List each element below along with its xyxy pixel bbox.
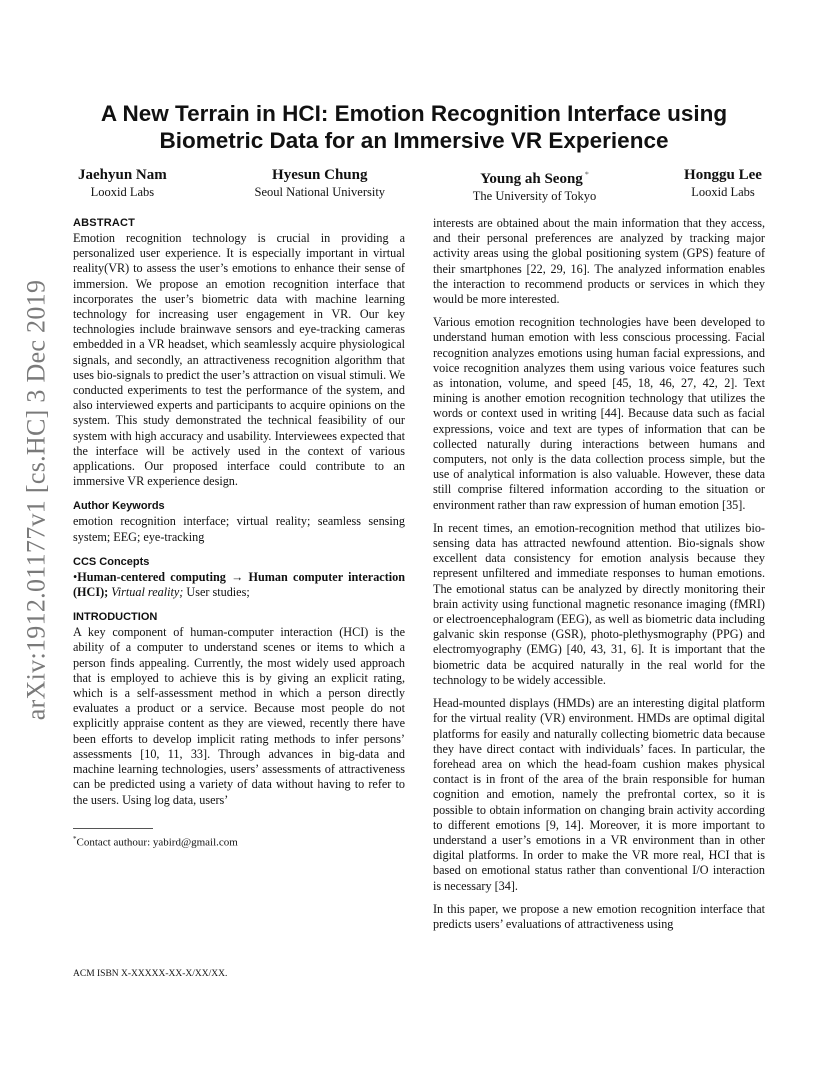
body-paragraph: In this paper, we propose a new emotion recognition interface that predicts users’ evaluations of attractiveness using [433,901,765,931]
left-column [73,216,405,816]
author-affiliation: Looxid Labs [691,185,755,199]
ccs-concept-secondary: Human computer interaction (HCI); [73,569,406,600]
author-affiliation: Seoul National University [254,185,386,199]
body-paragraph: Various emotion recognition technologies have been developed to understand human emotion with less conscious processing. Facial recognition analyzes emotions using human facial expressions, and voice recognition analyzes them using various voice features such as intonation, volume, and speed [45, 18, 46, 27, 42, 2]. Text mining is another emotion recognition technology that utilizes the words or context used in writing [44]. Because data such as facial expressions, voice and text are types of information that can be collected naturally during interactions between humans and computers, not only is the data collection process simple, but the use of analytical information is also valuable. However, these data still comprise filtered information according to the situation or environment rather than raw expression of human emotion [35]. [433,315,765,512]
corresponding-author-mark: * [584,170,589,179]
author-affiliation: The University of Tokyo [472,189,597,203]
introduction-text: A key component of human-computer interaction (HCI) is the ability of a computer to understand scenes or items to which a person finds appealing. Currently, the most widely used approach that is employed to achieve this is by giving an explicit rating, which is a self-assessment method in which a person directly evaluates a product or a service. Because most people do not explicitly appraise content as they are viewed, recently there have been efforts to develop implicit rating methods to infer persons’ assessments [10, 11, 33]. Through advances in big-data and machine learning technologies, users’ assessments of attractiveness can be predicted using a variety of data without having to refer to the users. Using log data, users’ [73,625,405,807]
abstract-heading: ABSTRACT [73,217,136,229]
arxiv-identifier-text: arXiv:1912.01177v1 [cs.HC] 3 Dec 2019 [21,279,51,721]
introduction-heading: INTRODUCTION [73,611,158,624]
author-name [480,166,589,188]
ccs-heading: CCS Concepts [73,555,150,568]
author-name: Jaehyun Nam [78,167,167,183]
ccs-bullet: • [73,569,78,584]
author-list [78,166,762,204]
author-name: Honggu Lee [684,167,762,183]
footnote-mark: * [73,835,77,843]
author-name-text: Young ah Seong [480,171,583,187]
author-affiliation: Looxid Labs [90,185,155,199]
body-paragraph: Head-mounted displays (HMDs) are an interesting digital platform for the virtual reality (VR) environment. HMDs are optimal digital platforms for easily and naturally collecting biometric data because they have direct contact with individuals’ faces. In particular, the forehead area on which the head-foam cushion makes physical contact is in front of the area of the brain responsible for human cognition and emotion, namely the prefrontal cortex, so it is possible to obtain information on changing brain activity according to different emotions [9, 14]. Moreover, it is more important to understand a user’s emotions in a VR environment than in other digital platforms. In order to make the VR more real, HCI that is based on emotional status rather than conventional I/O interaction is necessary [34]. [433,696,765,893]
footnote-rule [73,828,153,829]
author-1 [78,166,167,204]
ccs-arrow: → [225,569,249,584]
keywords-heading: Author Keywords [73,500,165,513]
ccs-concept-rest: User studies; [183,585,250,600]
footnote [73,832,238,850]
author-4 [684,166,762,204]
author-name: Hyesun Chung [272,167,368,183]
paper-title: A New Terrain in HCI: Emotion Recognition Interface using Biometric Data for an Immersive VR Experience [100,101,728,153]
author-3 [473,166,597,204]
right-column [433,216,765,940]
keywords-text: emotion recognition interface; virtual reality; seamless sensing system; EEG; eye-tracking [73,514,405,544]
ccs-concept-italic: Virtual reality; [111,585,184,600]
author-2 [255,166,386,204]
footnote-text: Contact authour: yabird@gmail.com [76,836,238,849]
ccs-concept-primary: Human-centered computing [77,569,226,584]
arxiv-identifier [14,279,58,721]
body-paragraph: interests are obtained about the main information that they access, and their personal preferences are analyzed by tracking major activity areas using the global positioning system (GPS) feature of their smartphones [22, 29, 16]. The analyzed information enables the interaction to recommend products or services in which they would be more interested. [433,216,765,307]
abstract-text: Emotion recognition technology is crucial in providing a personalized user experience. It is especially important in virtual reality(VR) to assess the user’s emotions to enhance their sense of immersion. We propose an emotion recognition interface that incorporates the user’s biometric data with machine learning technology for increasing user engagement in VR. Our key technologies include brainwave sensors and eye-tracking cameras embedded in a VR headset, which seamlessly acquire physiological signals, and secondly, an attractiveness recognition algorithm that uses bio-signals to predict the user’s attraction on visual stimuli. We conducted experiments to test the performance of the system, and also interviewed experts and participants to acquire opinions on the system. This study demonstrated the technical feasibility of our system with high accuracy and usability. Interviewees expected that the interface will be actively used in the context of various applications. Our proposed interface could contribute to an immersive VR experience design. [73,231,405,489]
body-paragraph: In recent times, an emotion-recognition method that utilizes bio-sensing data has attracted newfound attention. Bio-signals show excellent data consistency for emotion analysis because they represent unfiltered and immediate responses to human emotions. The emotional status can be analyzed by directly monitoring their brain activity using functional magnetic resonance imaging (fMRI) or electroencephalogram (EEG), as well as biometric data including galvanic skin response (GSR), photo-plethysmography (PPG) and electromyography (EMG) [40, 43, 31, 6]. It is important that the biometric data be acquired naturally in the real world for the technology to be widely accessible. [433,520,765,687]
ccs-concepts [73,570,405,600]
isbn-line: ACM ISBN X-XXXXX-XX-X/XX/XX. [73,969,228,979]
